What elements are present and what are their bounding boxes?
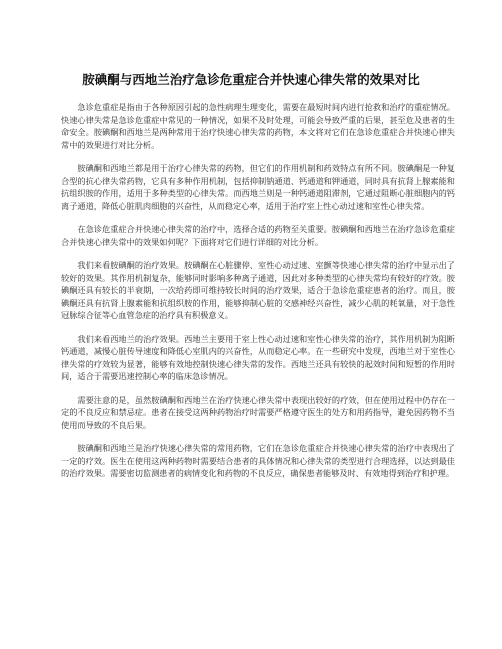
paragraph: 胺碘酮和西地兰都是用于治疗心律失常的药物，但它们的作用机制和药效特点有所不同。胺碘酮是一种复合型的抗心律失常药物，它具有多种作用机制，包括抑制钠通道、钙通道和钾通道，同时具有抗肾上腺素能和抗组织胺的作用，适用于多种类型的心律失常。而西地兰则是一种钙通道阻滞剂，它通过阻断心脏细胞内的钙离子通道，降低心脏肌肉细胞的兴奋性，从而稳定心率，适用于治疗室上性心动过速和室性心律失常。 [61,163,455,211]
paragraph: 我们来看胺碘酮的治疗效果。胺碘酮在心脏骤停、室性心动过速、室颤等快速心律失常的治疗中显示出了较好的效果。其作用机制复杂，能够同时影响多种离子通道，因此对多种类型的心律失常均有较好的疗效。胺碘酮还具有较长的半衰期，一次给药即可维持较长时间的治疗效果，适合于急诊危重症患者的治疗。而且，胺碘酮还具有抗肾上腺素能和抗组织胺的作用，能够抑制心脏的交感神经兴奋性，减少心肌的耗氧量，对于急性冠脉综合征等心血管急症的治疗具有积极意义。 [61,260,455,320]
paragraph: 急诊危重症是指由于各种原因引起的急性病理生理变化，需要在最短时间内进行抢救和治疗的重症情况。快速心律失常是急诊危重症中常见的一种情况，如果不及时处理，可能会导致严重的后果，甚至危及患者的生命安全。胺碘酮和西地兰是两种常用于治疗快速心律失常的药物，本文将对它们在急诊危重症合并快速心律失常中的效果进行对比分析。 [61,102,455,150]
paragraph: 需要注意的是，虽然胺碘酮和西地兰在治疗快速心律失常中表现出较好的疗效，但在使用过程中仍存在一定的不良反应和禁忌症。患者在接受这两种药物治疗时需要严格遵守医生的处方和用药指导，避免因药物不当使用而导致的不良后果。 [61,394,455,430]
document-body [61,101,455,491]
document-title: 胺碘酮与西地兰治疗急诊危重症合并快速心律失常的效果对比 [82,72,420,87]
paragraph: 胺碘酮和西地兰是治疗快速心律失常的常用药物，它们在急诊危重症合并快速心律失常的治疗中表现出了一定的疗效。医生在使用这两种药物时需要结合患者的具体情况和心律失常的类型进行合理选择，以达到最佳的治疗效果。需要密切监测患者的病情变化和药物的不良反应，确保患者能够及时、有效地得到治疗和护理。 [61,443,455,478]
paragraph: 在急诊危重症合并快速心律失常的治疗中，选择合适的药物至关重要。胺碘酮和西地兰在治疗急诊危重症合并快速心律失常中的效果如何呢？下面将对它们进行详细的对比分析。 [61,224,455,247]
paragraph: 我们来看西地兰的治疗效果。西地兰主要用于室上性心动过速和室性心律失常的治疗，其作用机制为阻断钙通道，减慢心脏传导速度和降低心室肌内的兴奋性，从而稳定心率。在一些研究中发现，西地兰对于室性心律失常的疗效较为显著，能够有效地控制快速心律失常的发作。西地兰还具有较快的起效时间和短暂的作用时间，适合于需要迅速控制心率的临床急诊情况。 [61,333,455,381]
